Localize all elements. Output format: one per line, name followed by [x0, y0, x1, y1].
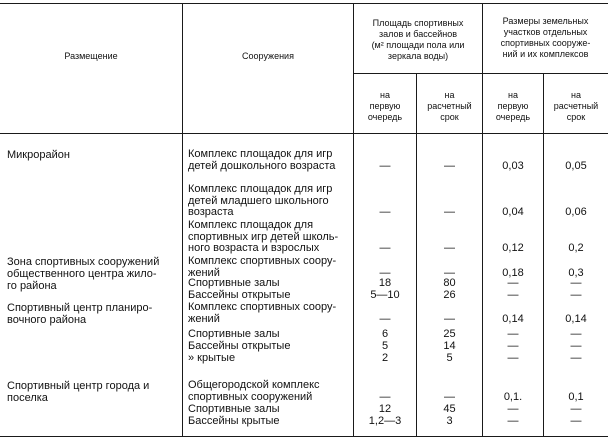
structure-label: Спортивные залы [188, 403, 280, 415]
header-placement: Размещение [64, 51, 118, 61]
structure-label: Бассейны открытые [188, 289, 291, 301]
placement-label: Спортивный центр города и [7, 380, 150, 392]
value-a1: 5 [381, 340, 389, 352]
placement-label: вочного района [7, 314, 87, 326]
value-l2: — [570, 340, 582, 352]
value-l2: 0,3 [568, 266, 584, 279]
value-a2: 45 [443, 403, 456, 415]
value-a2: — [444, 266, 455, 279]
structure-label: жений [188, 312, 220, 325]
structure-label: спортивных сооружений [188, 390, 313, 403]
value-a2: — [444, 390, 455, 403]
value-a1: — [379, 206, 391, 218]
value-a1: 2 [381, 352, 389, 364]
structure-label: Бассейны открытые [188, 340, 291, 352]
value-l1: — [507, 340, 519, 352]
structure-label: детей младшего школьного [188, 194, 329, 207]
value-l1: 0,18 [502, 266, 524, 279]
value-a1: — [379, 312, 391, 325]
value-a1: 5—10 [370, 289, 400, 301]
value-a1: — [379, 159, 391, 172]
structure-label: Комплекс площадок для игр [188, 148, 333, 160]
value-l1: — [507, 328, 519, 340]
value-l2: — [570, 289, 582, 301]
value-a1: 1,2—3 [368, 415, 402, 427]
structure-label: Спортивные залы [188, 277, 280, 289]
structure-label: Комплекс спортивных соору- [188, 301, 337, 313]
value-a1: — [379, 266, 391, 279]
value-a1: 6 [381, 328, 389, 340]
value-a1: 18 [378, 277, 392, 289]
norms-table: Размещение Сооружения Площадь спортивных залов и бассейнов (м² площади пола или зеркала воды) Размеры земельных участков отдельных спортивных сооруже- ний и их комплексов на первую очередь на расчетный срок на первую очередь на расчетный срок Микрорайон Комплекс площадок для игр детей дошкольного возраста — — 0,03 0,05 Комплекс площадок для игр детей младшего школьного возраста — — 0,04 0,06 Комплекс площадок для спортивных игр детей школь- ного возраста и взрослых — — 0,12 0,2 Зона спортивных сооружений общественного центра жило- го района Комплекс спортивных соору- жений — — 0,18 0,3 Спортивные залы 18 80 — — Бассейны открытые 5—10 26 — — Спортивный центр планиро- вочного района Комплекс спортивных соору- жений — — 0,14 0,14 Спортивные залы 6 25 — — Бассейны открытые 5 14 — — » крытые 2 5 — — Спортивный центр города и поселка Общегородской комплекс спортивных сооружений — — 0,1. 0,1 Спортивные залы 12 45 — — Бассейны крытые 1,2—3 3 — — [0, 0, 608, 443]
structure-label: Спортивные залы [188, 328, 280, 340]
value-l1: 0,14 [502, 312, 524, 325]
value-a2: 14 [443, 340, 456, 352]
value-l2: 0,06 [565, 206, 587, 218]
value-a2: 3 [446, 415, 453, 427]
value-l1: 0,03 [502, 159, 524, 172]
col-rule-4 [482, 3, 483, 437]
value-a1: 12 [378, 403, 392, 415]
value-a2: — [444, 206, 455, 218]
placement-label: Микрорайон [7, 149, 70, 161]
structure-label: Комплекс спортивных соору- [188, 255, 337, 267]
placement-label: го района [7, 280, 57, 292]
value-l1: — [507, 352, 519, 364]
structure-label: спортивных игр детей школь- [188, 230, 339, 243]
value-a2: — [444, 242, 455, 254]
value-a2: — [444, 312, 455, 325]
value-l2: 0,05 [565, 159, 587, 172]
col-rule-3 [416, 73, 417, 437]
table-top-rule [0, 3, 608, 4]
structure-label: Бассейны крытые [188, 415, 280, 427]
value-a2: 25 [443, 328, 456, 340]
value-l1: — [507, 415, 519, 427]
structure-label: » крытые [188, 352, 236, 364]
subheader-rule [353, 73, 608, 74]
value-a2: 26 [443, 289, 456, 301]
value-l1: 0,1. [503, 390, 523, 403]
value-a2: 80 [443, 277, 456, 289]
value-l2: — [570, 403, 582, 415]
value-l1: — [507, 277, 519, 289]
value-l2: 0,14 [565, 312, 587, 325]
structure-label: детей дошкольного возраста [188, 159, 336, 172]
value-l2: — [570, 352, 582, 364]
col-rule-5 [543, 73, 544, 437]
placement-label: общественного центра жило- [7, 268, 157, 280]
col-rule-2 [353, 3, 354, 437]
header-bottom-rule [0, 133, 608, 134]
value-a2: 5 [446, 352, 453, 364]
value-l2: 0,1 [568, 390, 584, 403]
value-l2: — [570, 277, 582, 289]
value-l1: 0,04 [502, 206, 524, 218]
structure-label: Общегородской комплекс [188, 379, 320, 391]
col-rule-1 [182, 3, 183, 437]
value-l2: — [570, 328, 582, 340]
value-l1: — [507, 403, 519, 415]
placement-label: Спортивный центр планиро- [7, 302, 153, 314]
structure-label: ного возраста и взрослых [188, 242, 320, 254]
value-l2: — [570, 415, 582, 427]
structure-label: Комплекс площадок для игр [188, 183, 333, 195]
placement-label: поселка [7, 392, 48, 404]
value-l1: — [507, 289, 519, 301]
structure-label: Комплекс площадок для [188, 219, 314, 231]
header-structures: Сооружения [242, 51, 294, 61]
table-bottom-rule [0, 436, 608, 437]
value-a1: — [379, 242, 391, 254]
value-a1: — [379, 390, 391, 403]
structure-label: жений [188, 266, 220, 279]
value-l2: 0,2 [568, 242, 584, 254]
value-a2: — [444, 159, 455, 172]
placement-label: Зона спортивных сооружений [7, 256, 160, 268]
value-l1: 0,12 [502, 242, 524, 254]
structure-label: возраста [188, 206, 234, 218]
